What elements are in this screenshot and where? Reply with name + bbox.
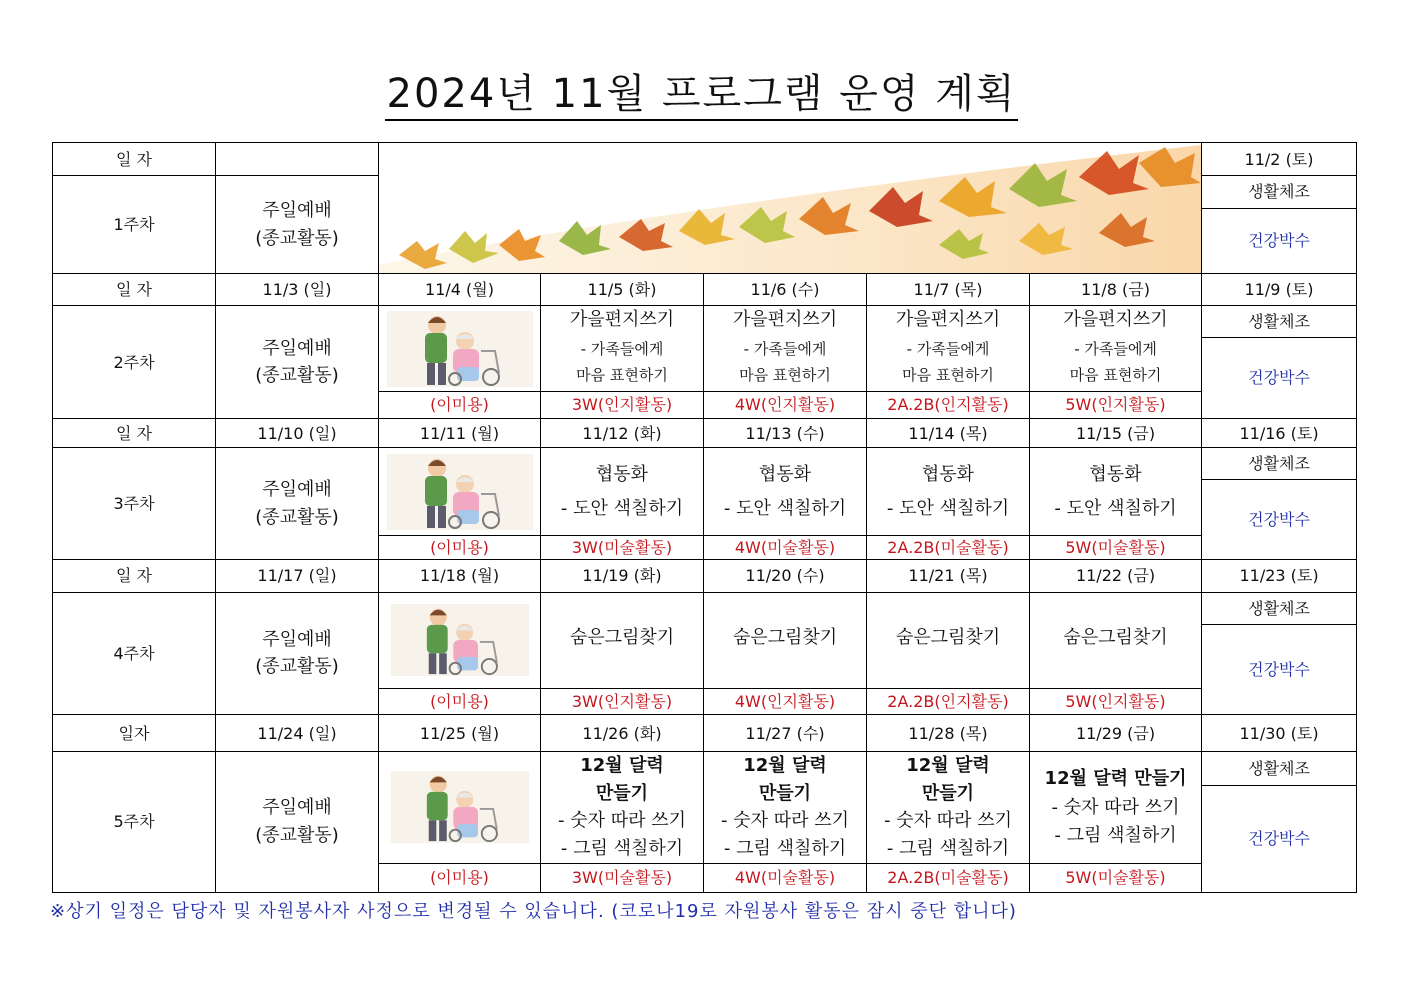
date-cell: 11/17 (일) (216, 560, 379, 592)
date-cell: 11/9 (토) (1202, 274, 1357, 306)
program-title: 12월 달력 (906, 755, 990, 776)
program-detail: - 그림 색칠하기 (560, 837, 684, 859)
group-note: 4W(인지활동) (704, 391, 867, 418)
date-cell: 11/10 (일) (216, 419, 379, 448)
week1-date-row (53, 143, 1357, 176)
caregiver-illustration-cell (379, 306, 541, 392)
date-cell: 11/14 (목) (867, 419, 1030, 448)
sunday-religion: (종교활동) (255, 824, 339, 846)
saturday-date: 11/2 (토) (1202, 143, 1357, 176)
week3-date-row (53, 419, 1357, 448)
caregiver-illustration (387, 311, 533, 387)
group-note: 5W(미술활동) (1030, 863, 1202, 892)
date-cell: 11/11 (월) (379, 419, 541, 448)
program-detail: - 도안 색칠하기 (723, 497, 847, 519)
group-note: 2A.2B(인지활동) (867, 391, 1030, 418)
saturday-clap: 건강박수 (1202, 337, 1357, 419)
date-cell: 11/3 (일) (216, 274, 379, 306)
program-detail: - 숫자 따라 쓰기 (1051, 797, 1180, 819)
program-cell (867, 592, 1030, 689)
program-detail: - 가족들에게 (743, 340, 827, 359)
date-cell: 11/21 (목) (867, 560, 1030, 592)
program-cell (1030, 592, 1202, 689)
date-cell: 11/7 (목) (867, 274, 1030, 306)
date-cell: 11/30 (토) (1202, 715, 1357, 751)
date-cell: 11/27 (수) (704, 715, 867, 751)
program-title: 숨은그림찾기 (732, 626, 838, 648)
date-cell: 11/26 (화) (541, 715, 704, 751)
group-note: 5W(미술활동) (1030, 536, 1202, 560)
sunday-worship: 주일예배 (262, 479, 332, 501)
program-detail: 마음 표현하기 (902, 366, 994, 385)
program-cell (1030, 448, 1202, 536)
program-title: 협동화 (1089, 464, 1142, 486)
program-detail: - 도안 색칠하기 (560, 497, 684, 519)
date-cell: 11/22 (금) (1030, 560, 1202, 592)
program-title: 만들기 (758, 782, 812, 804)
caregiver-illustration-cell (379, 751, 541, 863)
group-note: 4W(미술활동) (704, 863, 867, 892)
date-row-label: 일 자 (53, 560, 216, 592)
program-cell (867, 448, 1030, 536)
sunday-religion: (종교활동) (255, 365, 339, 387)
date-row-label: 일 자 (53, 274, 216, 306)
program-schedule-table (52, 142, 1357, 893)
group-note: 2A.2B(미술활동) (867, 536, 1030, 560)
saturday-exercise: 생활체조 (1202, 751, 1357, 785)
program-detail: 마음 표현하기 (739, 366, 831, 385)
monday-note: (이미용) (379, 391, 541, 418)
saturday-clap: 건강박수 (1202, 208, 1357, 274)
program-detail: - 그림 색칠하기 (1054, 824, 1177, 846)
monday-note: (이미용) (379, 863, 541, 892)
program-cell (704, 306, 867, 392)
date-cell: 11/16 (토) (1202, 419, 1357, 448)
date-cell: 11/8 (금) (1030, 274, 1202, 306)
program-cell (704, 448, 867, 536)
group-note: 3W(미술활동) (541, 863, 704, 892)
program-cell (867, 306, 1030, 392)
date-cell: 11/28 (목) (867, 715, 1030, 751)
program-title: 만들기 (921, 782, 975, 804)
saturday-exercise: 생활체조 (1202, 176, 1357, 208)
week-label: 1주차 (53, 176, 216, 274)
caregiver-illustration-cell (379, 592, 541, 689)
program-detail: - 도안 색칠하기 (1054, 497, 1177, 519)
sunday-worship: 주일예배 (262, 797, 332, 819)
date-cell: 11/24 (일) (216, 715, 379, 751)
program-detail: - 가족들에게 (1074, 340, 1157, 359)
program-cell (704, 751, 867, 863)
caregiver-illustration-cell (379, 448, 541, 536)
sunday-worship: 주일예배 (262, 200, 332, 222)
date-cell: 11/4 (월) (379, 274, 541, 306)
sunday-religion: (종교활동) (255, 656, 339, 678)
program-cell (867, 751, 1030, 863)
saturday-exercise: 생활체조 (1202, 448, 1357, 479)
caregiver-illustration (387, 604, 533, 676)
program-detail: - 도안 색칠하기 (886, 497, 1010, 519)
week-label: 5주차 (53, 751, 216, 892)
date-cell: 11/12 (화) (541, 419, 704, 448)
program-detail: - 그림 색칠하기 (886, 837, 1010, 859)
program-title: 가을편지쓰기 (1063, 308, 1168, 330)
autumn-leaves-image (379, 145, 1201, 273)
schedule-change-notice: ※상기 일정은 담당자 및 자원봉사자 사정으로 변경될 수 있습니다. (코로나19로 자원봉사 활동은 잠시 중단 합니다) (50, 901, 1017, 922)
program-detail: - 그림 색칠하기 (723, 837, 847, 859)
group-note: 2A.2B(미술활동) (867, 863, 1030, 892)
date-row-label: 일 자 (53, 419, 216, 448)
date-cell: 11/15 (금) (1030, 419, 1202, 448)
program-detail: - 가족들에게 (580, 340, 664, 359)
date-cell: 11/5 (화) (541, 274, 704, 306)
program-title: 12월 달력 (743, 755, 827, 776)
sunday-activity (216, 592, 379, 715)
program-title: 가을편지쓰기 (895, 308, 1001, 330)
program-title: 12월 달력 (580, 755, 664, 776)
date-cell: 11/23 (토) (1202, 560, 1357, 592)
week-label: 3주차 (53, 448, 216, 560)
program-cell (1030, 751, 1202, 863)
program-title: 숨은그림찾기 (895, 626, 1001, 648)
group-note: 5W(인지활동) (1030, 391, 1202, 418)
sunday-religion: (종교활동) (255, 227, 339, 249)
saturday-clap: 건강박수 (1202, 479, 1357, 560)
program-title: 숨은그림찾기 (1063, 626, 1168, 648)
sunday-activity (216, 306, 379, 419)
program-title: 12월 달력 만들기 (1044, 767, 1187, 789)
sunday-activity (216, 448, 379, 560)
week4-date-row (53, 560, 1357, 592)
program-detail: - 숫자 따라 쓰기 (721, 810, 849, 832)
program-cell (541, 751, 704, 863)
group-note: 4W(미술활동) (704, 536, 867, 560)
program-detail: 마음 표현하기 (576, 366, 668, 385)
group-note: 5W(인지활동) (1030, 689, 1202, 715)
caregiver-illustration (387, 454, 533, 530)
program-title: 협동화 (921, 464, 975, 486)
group-note: 3W(인지활동) (541, 391, 704, 418)
program-title: 협동화 (595, 464, 649, 486)
program-cell (704, 592, 867, 689)
empty-cell (216, 143, 379, 176)
date-cell: 11/18 (월) (379, 560, 541, 592)
group-note: 4W(인지활동) (704, 689, 867, 715)
sunday-worship: 주일예배 (262, 337, 332, 359)
program-detail: - 숫자 따라 쓰기 (558, 810, 686, 832)
date-cell: 11/29 (금) (1030, 715, 1202, 751)
date-cell: 11/25 (월) (379, 715, 541, 751)
date-cell: 11/20 (수) (704, 560, 867, 592)
date-cell: 11/19 (화) (541, 560, 704, 592)
caregiver-illustration (387, 771, 533, 843)
autumn-leaves-banner (379, 143, 1202, 274)
group-note: 2A.2B(인지활동) (867, 689, 1030, 715)
group-note: 3W(미술활동) (541, 536, 704, 560)
saturday-clap: 건강박수 (1202, 786, 1357, 893)
program-title: 만들기 (595, 782, 649, 804)
program-cell (1030, 306, 1202, 392)
week-label: 2주차 (53, 306, 216, 419)
sunday-activity (216, 176, 379, 274)
week2-date-row (53, 274, 1357, 306)
sunday-religion: (종교활동) (255, 506, 339, 528)
date-cell: 11/6 (수) (704, 274, 867, 306)
program-title: 숨은그림찾기 (569, 626, 675, 648)
date-row-label: 일 자 (53, 143, 216, 176)
saturday-clap: 건강박수 (1202, 624, 1357, 715)
date-cell: 11/13 (수) (704, 419, 867, 448)
monday-note: (이미용) (379, 689, 541, 715)
program-detail: 마음 표현하기 (1069, 366, 1162, 385)
page-title: 2024년 11월 프로그램 운영 계획 (0, 62, 1403, 119)
week5-date-row (53, 715, 1357, 751)
date-row-label: 일자 (53, 715, 216, 751)
program-detail: - 가족들에게 (906, 340, 990, 359)
program-cell (541, 306, 704, 392)
group-note: 3W(인지활동) (541, 689, 704, 715)
program-title: 가을편지쓰기 (569, 308, 675, 330)
program-cell (541, 592, 704, 689)
saturday-exercise: 생활체조 (1202, 306, 1357, 337)
week-label: 4주차 (53, 592, 216, 715)
saturday-exercise: 생활체조 (1202, 592, 1357, 624)
program-detail: - 숫자 따라 쓰기 (884, 810, 1012, 832)
sunday-activity (216, 751, 379, 892)
monday-note: (이미용) (379, 536, 541, 560)
program-title: 가을편지쓰기 (732, 308, 838, 330)
program-cell (541, 448, 704, 536)
sunday-worship: 주일예배 (262, 628, 332, 650)
program-title: 협동화 (758, 464, 812, 486)
